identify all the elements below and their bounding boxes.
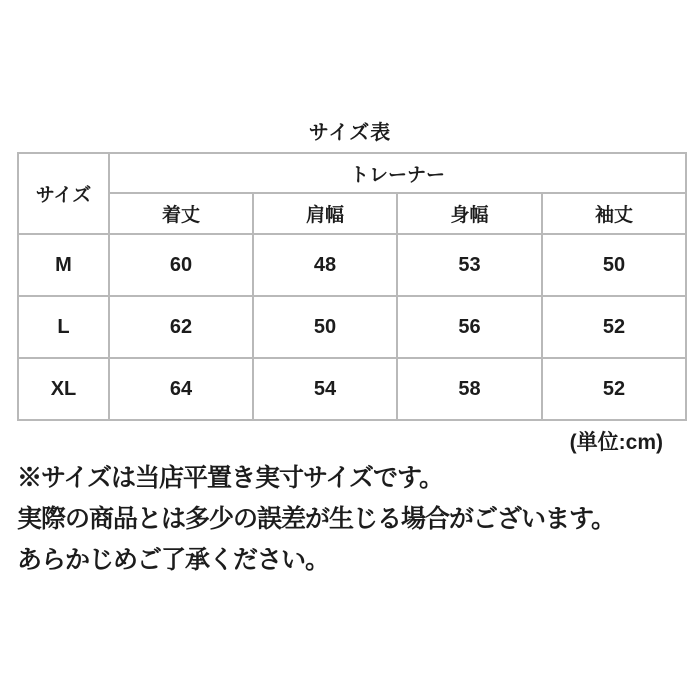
value-cell: 52 [542, 358, 686, 420]
value-cell: 64 [109, 358, 253, 420]
value-cell: 50 [253, 296, 397, 358]
column-header-body-width: 身幅 [397, 193, 542, 234]
column-header-sleeve-length: 袖丈 [542, 193, 686, 234]
value-cell: 50 [542, 234, 686, 296]
column-header-shoulder-width: 肩幅 [253, 193, 397, 234]
header-row-group [18, 153, 686, 193]
size-table [17, 152, 687, 421]
header-row-measures [18, 193, 686, 234]
page-title: サイズ表 [308, 122, 392, 144]
table-row-m [18, 234, 686, 296]
value-cell: 60 [109, 234, 253, 296]
column-header-body-length: 着丈 [109, 193, 253, 234]
value-cell: 58 [397, 358, 542, 420]
size-cell: M [18, 234, 109, 296]
table-row-xl [18, 358, 686, 420]
unit-note: (単位:cm) [569, 431, 663, 454]
value-cell: 53 [397, 234, 542, 296]
note-line-tolerance: 実際の商品とは多少の誤差が生じる場合がございます。 [17, 505, 616, 533]
table-row-l [18, 296, 686, 358]
note-line-flat-measurement: ※サイズは当店平置き実寸サイズです。 [17, 464, 444, 492]
note-line-understanding: あらかじめご了承ください。 [17, 546, 330, 574]
disclaimer-notes [17, 458, 687, 581]
value-cell: 52 [542, 296, 686, 358]
garment-group-header: トレーナー [109, 153, 686, 193]
value-cell: 56 [397, 296, 542, 358]
value-cell: 54 [253, 358, 397, 420]
size-column-header: サイズ [18, 153, 109, 234]
value-cell: 48 [253, 234, 397, 296]
value-cell: 62 [109, 296, 253, 358]
size-cell: XL [18, 358, 109, 420]
size-cell: L [18, 296, 109, 358]
